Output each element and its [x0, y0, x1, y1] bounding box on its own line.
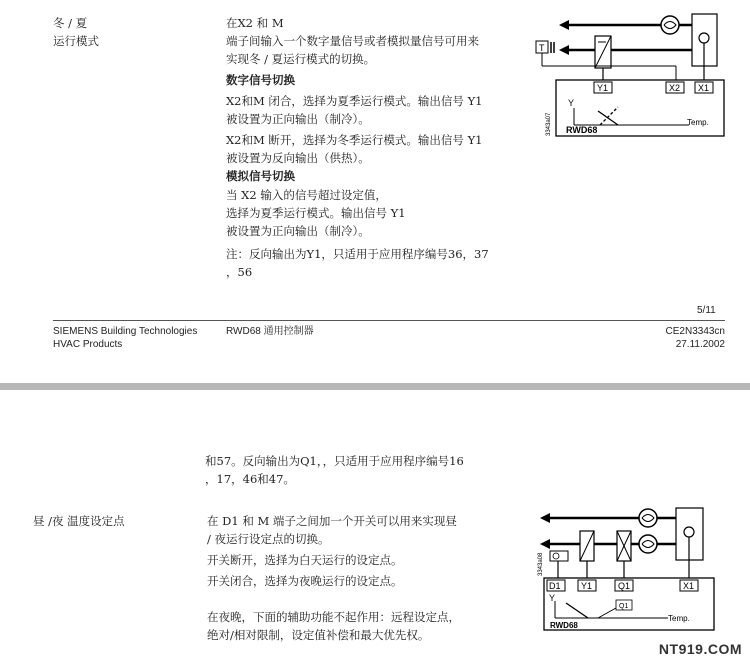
body-line: / 夜运行设定点的切换。 — [207, 532, 330, 546]
wiring-diagram-summer-winter — [534, 8, 730, 140]
footer-divider — [53, 320, 725, 321]
watermark: NT919.COM — [658, 641, 742, 657]
continuation-line: 和57。反向输出为Q1，，只适用于应用程序编号16 — [205, 454, 464, 468]
terminal-y1: Y1 — [581, 581, 593, 591]
section-title-operating-mode: 运行模式 — [53, 34, 99, 48]
footer-company: SIEMENS Building Technologies — [53, 326, 198, 337]
terminal-q1: Q1 — [618, 581, 631, 591]
intro-paragraph — [226, 14, 479, 68]
diagram-x-axis-label: Temp. — [668, 614, 690, 623]
digital-heading: 数字信号切换 — [226, 73, 295, 87]
digital-line: 被设置为反向输出（供热）。 — [226, 151, 370, 165]
intro-line: 实现冬 / 夏运行模式的切换。 — [226, 52, 376, 66]
note-paragraph — [226, 245, 489, 281]
wiring-diagram-day-night — [536, 502, 722, 634]
body-line: 在夜晚，下面的辅助功能不起作用：远程设定点， — [207, 610, 460, 624]
terminal-x2: X2 — [669, 83, 681, 93]
analog-paragraph — [226, 186, 406, 240]
footer-doc-code: CE2N3343cn — [665, 326, 725, 337]
page-separator — [0, 383, 750, 390]
body-line: 开关闭合，选择为夜晚运行的设定点。 — [207, 574, 403, 588]
diagram-id: 3343a07 — [546, 112, 552, 136]
continuation-line: ，17，46和47。 — [205, 472, 295, 486]
section-title-summer-winter: 冬 / 夏 — [53, 16, 88, 30]
note-line: ，56 — [226, 265, 253, 279]
footer-product: RWD68 通用控制器 — [226, 326, 314, 337]
digital-line: X2和M 闭合，选择为夏季运行模式。输出信号 Y1 — [226, 94, 483, 108]
body-line: 在 D1 和 M 端子之间加一个开关可以用来实现昼 — [207, 514, 457, 528]
footer-division: HVAC Products — [53, 339, 123, 350]
diagram-device-label: RWD68 — [550, 621, 578, 630]
diagram-id: 3343a08 — [538, 552, 544, 576]
body-line: 绝对/相对限制，设定值补偿和最大优先权。 — [207, 628, 430, 642]
continuation-paragraph — [205, 452, 464, 488]
terminal-x1: X1 — [683, 581, 695, 591]
terminal-x1: X1 — [698, 83, 710, 93]
section-title-day-night: 昼 /夜 温度设定点 — [33, 514, 125, 528]
intro-line: 端子间输入一个数字量信号或者模拟量信号可用来 — [226, 34, 479, 48]
terminal-y1: Y1 — [597, 83, 609, 93]
note-line: 注：反向输出为Y1，只适用于应用程序编号36，37 — [226, 247, 489, 261]
terminal-d1: D1 — [549, 581, 561, 591]
page-number: 5/11 — [697, 305, 716, 316]
body-line: 开关断开，选择为白天运行的设定点。 — [207, 553, 403, 567]
digital-line: X2和M 断开，选择为冬季运行模式。输出信号 Y1 — [226, 133, 483, 147]
digital-paragraph — [226, 92, 483, 167]
analog-line: 被设置为正向输出（制冷）。 — [226, 224, 370, 238]
q1-inner-label: Q1 — [619, 603, 629, 610]
intro-line: 在X2 和 M — [226, 16, 284, 30]
diagram-x-axis-label: Temp. — [687, 118, 709, 127]
analog-line: 当 X2 输入的信号超过设定值， — [226, 188, 387, 202]
digital-line: 被设置为正向输出（制冷）。 — [226, 112, 370, 126]
analog-heading: 模拟信号切换 — [226, 169, 295, 183]
diagram-device-label: RWD68 — [566, 125, 598, 135]
day-night-body — [207, 512, 460, 644]
sensor-t-label: T — [539, 43, 545, 53]
footer-date: 27.11.2002 — [675, 339, 725, 350]
diagram-y-axis-label: Y — [568, 98, 575, 108]
diagram-y-axis-label: Y — [549, 593, 556, 603]
analog-line: 选择为夏季运行模式。输出信号 Y1 — [226, 206, 406, 220]
